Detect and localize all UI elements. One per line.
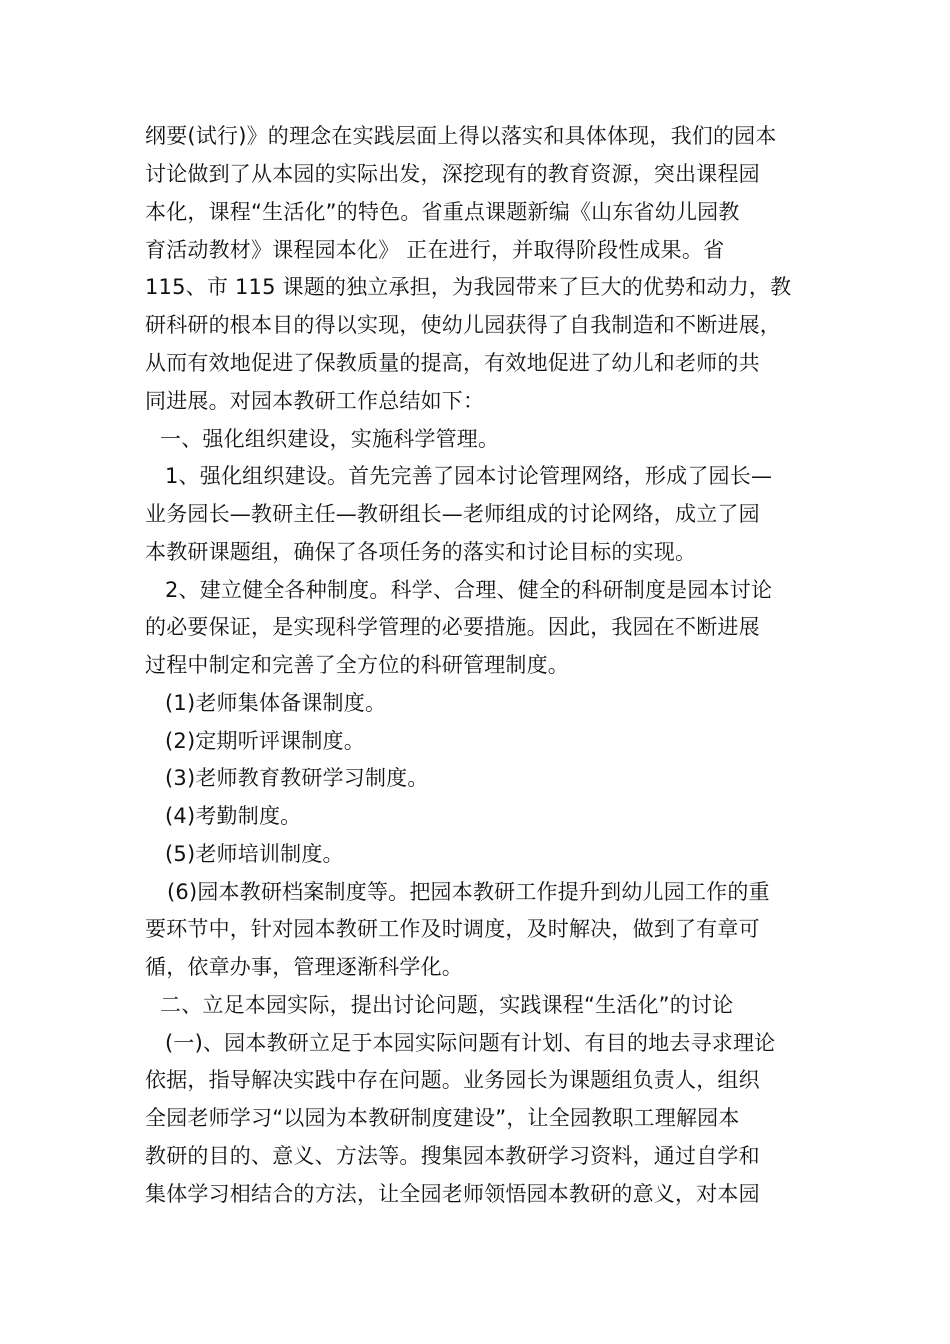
text-line: 研科研的根本目的得以实现，使幼儿园获得了自我制造和不断进展， xyxy=(145,313,781,337)
text-line: 全园老师学习“以园为本教研制度建设”，让全园教职工理解园本 xyxy=(145,1106,740,1130)
list-item: (4)考勤制度。 xyxy=(165,804,302,828)
text-line: 业务园长—教研主任—教研组长—老师组成的讨论网络，成立了园 xyxy=(145,502,760,526)
section-heading: 一、强化组织建设，实施科学管理。 xyxy=(160,427,500,451)
text-line: 1、强化组织建设。首先完善了园本讨论管理网络，形成了园长— xyxy=(165,464,773,488)
list-item: (6)园本教研档案制度等。把园本教研工作提升到幼儿园工作的重 xyxy=(167,880,770,904)
text-line: 循，依章办事，管理逐渐科学化。 xyxy=(145,955,463,979)
text-line: 2、建立健全各种制度。科学、合理、健全的科研制度是园本讨论 xyxy=(165,578,773,602)
text-line: 同进展。对园本教研工作总结如下： xyxy=(145,389,485,413)
text-line: 讨论做到了从本园的实际出发，深挖现有的教育资源，突出课程园 xyxy=(145,162,760,186)
text-line: 集体学习相结合的方法，让全园老师领悟园本教研的意义，对本园 xyxy=(145,1182,760,1206)
text-line: 育活动教材》课程园本化》 正在进行，并取得阶段性成果。省 xyxy=(145,238,725,262)
text-line: 115、市 115 课题的独立承担，为我园带来了巨大的优势和动力，教 xyxy=(145,275,792,299)
list-item: (3)老师教育教研学习制度。 xyxy=(165,766,429,790)
text-line: 从而有效地促进了保教质量的提高，有效地促进了幼儿和老师的共 xyxy=(145,351,760,375)
text-line: 本化，课程“生活化”的特色。省重点课题新编《山东省幼儿园教 xyxy=(145,200,740,224)
text-line: 本教研课题组，确保了各项任务的落实和讨论目标的实现。 xyxy=(145,540,697,564)
list-item: (2)定期听评课制度。 xyxy=(165,729,365,753)
section-heading: 二、立足本园实际，提出讨论问题，实践课程“生活化”的讨论 xyxy=(160,993,734,1017)
text-line: 要环节中，针对园本教研工作及时调度，及时解决，做到了有章可 xyxy=(145,917,760,941)
list-item: (1)老师集体备课制度。 xyxy=(165,691,387,715)
list-item: (5)老师培训制度。 xyxy=(165,842,344,866)
text-line: 纲要(试行)》的理念在实践层面上得以落实和具体体现，我们的园本 xyxy=(145,124,777,148)
text-line: 过程中制定和完善了全方位的科研管理制度。 xyxy=(145,653,569,677)
text-line: 教研的目的、意义、方法等。搜集园本教研学习资料，通过自学和 xyxy=(145,1144,760,1168)
text-line: (一)、园本教研立足于本园实际问题有计划、有目的地去寻求理论 xyxy=(165,1031,776,1055)
text-line: 的必要保证，是实现科学管理的必要措施。因此，我园在不断进展 xyxy=(145,615,760,639)
text-line: 依据，指导解决实践中存在问题。业务园长为课题组负责人，组织 xyxy=(145,1068,760,1092)
